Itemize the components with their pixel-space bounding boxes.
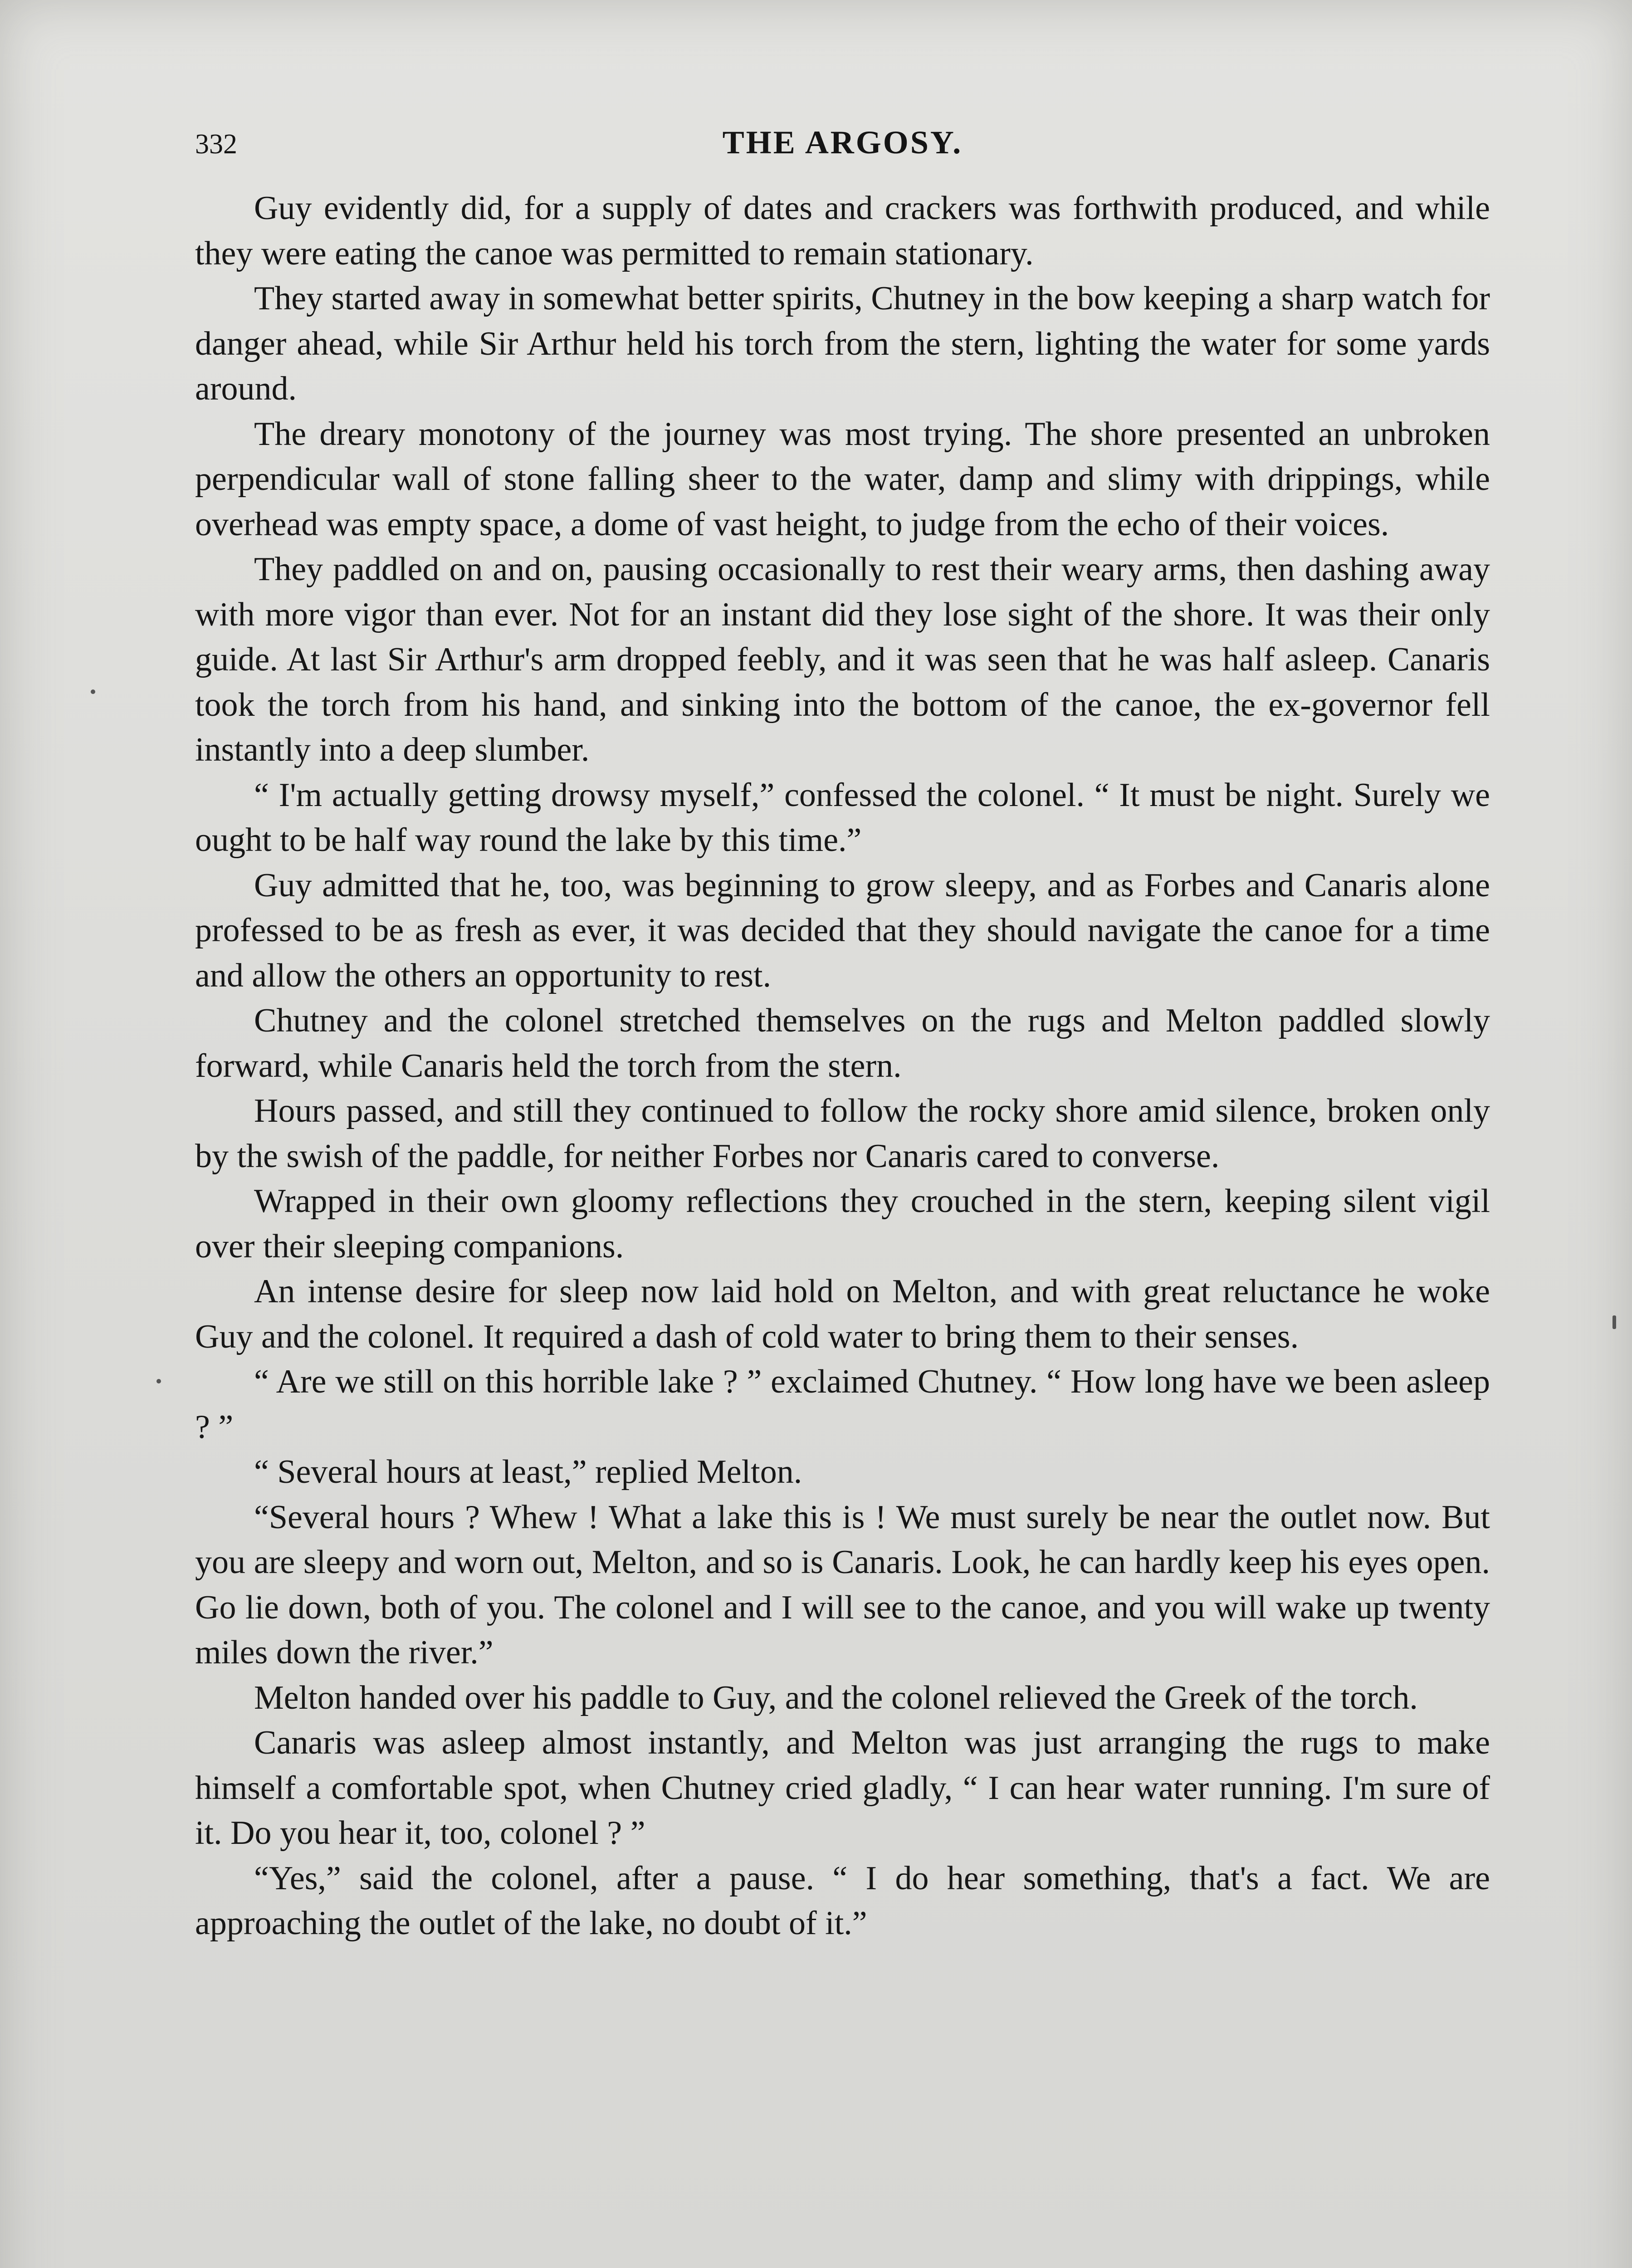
- paragraph: “Several hours ? Whew ! What a lake this is ! We must surely be near the outlet now. But you are sleepy and worn out, Melton, and so is Canaris. Look, he can hardly keep his eyes open. Go lie down, both of you. The colonel and I will see to the canoe, and you will wake up twenty miles down the river.”: [195, 1498, 1490, 1671]
- paragraph: Wrapped in their own gloomy reflections they crouched in the stern, keeping silent vigil over their sleeping companions.: [195, 1183, 1490, 1265]
- paragraph: An intense desire for sleep now laid hold on Melton, and with great reluctance he woke Guy and the colonel. It required a dash of cold water to bring them to their senses.: [195, 1273, 1490, 1355]
- paragraph: “ Several hours at least,” replied Melton.: [254, 1453, 802, 1491]
- running-title: THE ARGOSY.: [722, 124, 963, 161]
- paragraph: “ Are we still on this horrible lake ? ” exclaimed Chutney. “ How long have we been asleep ? ”: [195, 1363, 1490, 1446]
- body-text: [195, 186, 1490, 1946]
- paragraph: Melton handed over his paddle to Guy, and the colonel relieved the Greek of the torch.: [254, 1679, 1418, 1716]
- paragraph: They started away in somewhat better spirits, Chutney in the bow keeping a sharp watch for danger ahead, while Sir Arthur held his torch from the stern, lighting the water for some yards around.: [195, 280, 1490, 407]
- paragraph: The dreary monotony of the journey was most trying. The shore presented an unbroken perpendicular wall of stone falling sheer to the water, damp and slimy with drippings, while overhead was empty space, a dome of vast height, to judge from the echo of their voices.: [195, 415, 1490, 543]
- print-speck: [1612, 1315, 1616, 1329]
- page-number: 332: [195, 129, 237, 160]
- paragraph: “Yes,” said the colonel, after a pause. “ I do hear something, that's a fact. We are approaching the outlet of the lake, no doubt of it.”: [195, 1859, 1490, 1942]
- paragraph: Guy evidently did, for a supply of dates and crackers was forthwith produced, and while they were eating the canoe was permitted to remain stationary.: [195, 190, 1490, 272]
- page-header: [195, 116, 1490, 170]
- paragraph: “ I'm actually getting drowsy myself,” confessed the colonel. “ It must be night. Surely we ought to be half way round the lake by this time.”: [195, 776, 1490, 859]
- paragraph: Guy admitted that he, too, was beginning to grow sleepy, and as Forbes and Canaris alone professed to be as fresh as ever, it was decided that they should navigate the canoe for a time and allow the others an opportunity to rest.: [195, 866, 1490, 994]
- paragraph: Chutney and the colonel stretched themselves on the rugs and Melton paddled slowly forward, while Canaris held the torch from the stern.: [195, 1002, 1490, 1085]
- paragraph: Canaris was asleep almost instantly, and Melton was just arranging the rugs to make himself a comfortable spot, when Chutney cried gladly, “ I can hear water running. I'm sure of it. Do you hear it, too, colonel ? ”: [195, 1724, 1490, 1852]
- paragraph: Hours passed, and still they continued to follow the rocky shore amid silence, broken only by the swish of the paddle, for neither Forbes nor Canaris cared to converse.: [195, 1092, 1490, 1175]
- print-speck: [91, 689, 95, 694]
- print-speck: [156, 1379, 161, 1383]
- paragraph: They paddled on and on, pausing occasionally to rest their weary arms, then dashing away with more vigor than ever. Not for an instant did they lose sight of the shore. It was their only guide. At last Sir Arthur's arm dropped feebly, and it was seen that he was half asleep. Canaris took the torch from his hand, and sinking into the bottom of the canoe, the ex-governor fell instantly into a deep slumber.: [195, 551, 1490, 768]
